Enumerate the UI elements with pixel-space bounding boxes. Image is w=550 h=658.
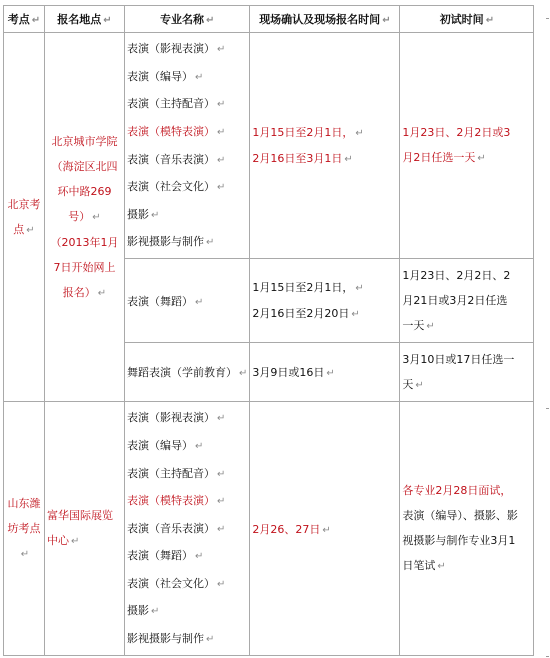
location-beijing-line: 环中路269 [57,184,112,198]
major-item: 表演（模特表演） ↵ [127,124,226,138]
location-beijing-line: 7日开始网上 [53,260,116,274]
location-beijing-line: 北京城市学院 [51,134,118,148]
row-end-tick [546,656,549,657]
header-row [4,6,534,33]
major-item: 影视摄影与制作 ↵ [127,235,215,249]
location-shandong: 富华国际展览 中心 ↵ [45,402,125,656]
exam-beijing-group-1: 1月23日、2月2日或3 月2日任选一天 ↵ [400,33,534,259]
header-location: 报名地点 ↵ [45,6,125,33]
major-item: 表演（音乐表演） ↵ [127,152,226,166]
major-item: 表演（模特表演） ↵ [127,494,226,508]
major-item: 表演（主持配音） ↵ [127,97,226,111]
major-item: 表演（舞蹈） ↵ [127,549,204,563]
site-beijing: 北京考点 ↵ [4,33,45,402]
exam-beijing-group-2: 1月23日、2月2日、2 月21日或3月2日任选 一天 ↵ [400,259,534,343]
header-confirm-time: 现场确认及现场报名时间 ↵ [250,6,400,33]
confirm-shandong: 2月26、27日 ↵ [250,402,400,656]
site-beijing-text: 北京考点 [7,197,41,236]
major-item: 摄影 ↵ [127,207,160,221]
exam-schedule-table [3,5,534,656]
major-item: 表演（影视表演） ↵ [127,411,226,425]
row-end-tick [546,408,549,409]
major-item: 表演（社会文化） ↵ [127,180,226,194]
majors-beijing-group-2: 表演（舞蹈） ↵ [125,259,250,343]
shandong-row [4,402,534,656]
site-shandong: 山东潍坊考点↵ [4,402,45,656]
confirm-beijing-group-2: 1月15日至2月1日， ↵ 2月16日至2月20日 ↵ [250,259,400,343]
location-beijing-line: 报名） [62,285,96,299]
header-major: 专业名称 ↵ [125,6,250,33]
major-item: 影视摄影与制作 ↵ [127,632,215,646]
majors-beijing-group-1 [125,33,250,259]
header-exam-time: 初试时间 ↵ [400,6,534,33]
major-item: 摄影 ↵ [127,604,160,618]
site-shandong-text: 山东潍坊考点 [7,496,41,535]
major-item: 表演（主持配音） ↵ [127,466,226,480]
beijing-row-1 [4,33,534,259]
exam-shandong: 各专业2月28日面试， 表演（编导）、摄影、影 视摄影与制作专业3月1 日笔试 ↵ [400,402,534,656]
location-beijing-line: 号） [68,209,91,223]
major-item: 表演（影视表演） ↵ [127,42,226,56]
major-item: 表演（编导） ↵ [127,438,204,452]
major-item: 表演（编导） ↵ [127,69,204,83]
majors-shandong [125,402,250,656]
majors-beijing-group-3: 舞蹈表演（学前教育） ↵ [125,343,250,402]
location-beijing: 北京城市学院 （海淀区北四 环中路269 号） ↵ （2013年1月 7日开始网上 报名） ↵ [45,33,125,402]
major-item: 表演（社会文化） ↵ [127,576,226,590]
major-item: 表演（音乐表演） ↵ [127,521,226,535]
confirm-beijing-group-3: 3月9日或16日 ↵ [250,343,400,402]
header-site: 考点 ↵ [4,6,45,33]
exam-beijing-group-3: 3月10日或17日任选一 天 ↵ [400,343,534,402]
location-beijing-line: （2013年1月 [50,235,119,249]
row-end-tick [546,18,549,19]
location-beijing-line: （海淀区北四 [51,159,118,173]
confirm-beijing-group-1: 1月15日至2月1日， ↵ 2月16日至3月1日 ↵ [250,33,400,259]
